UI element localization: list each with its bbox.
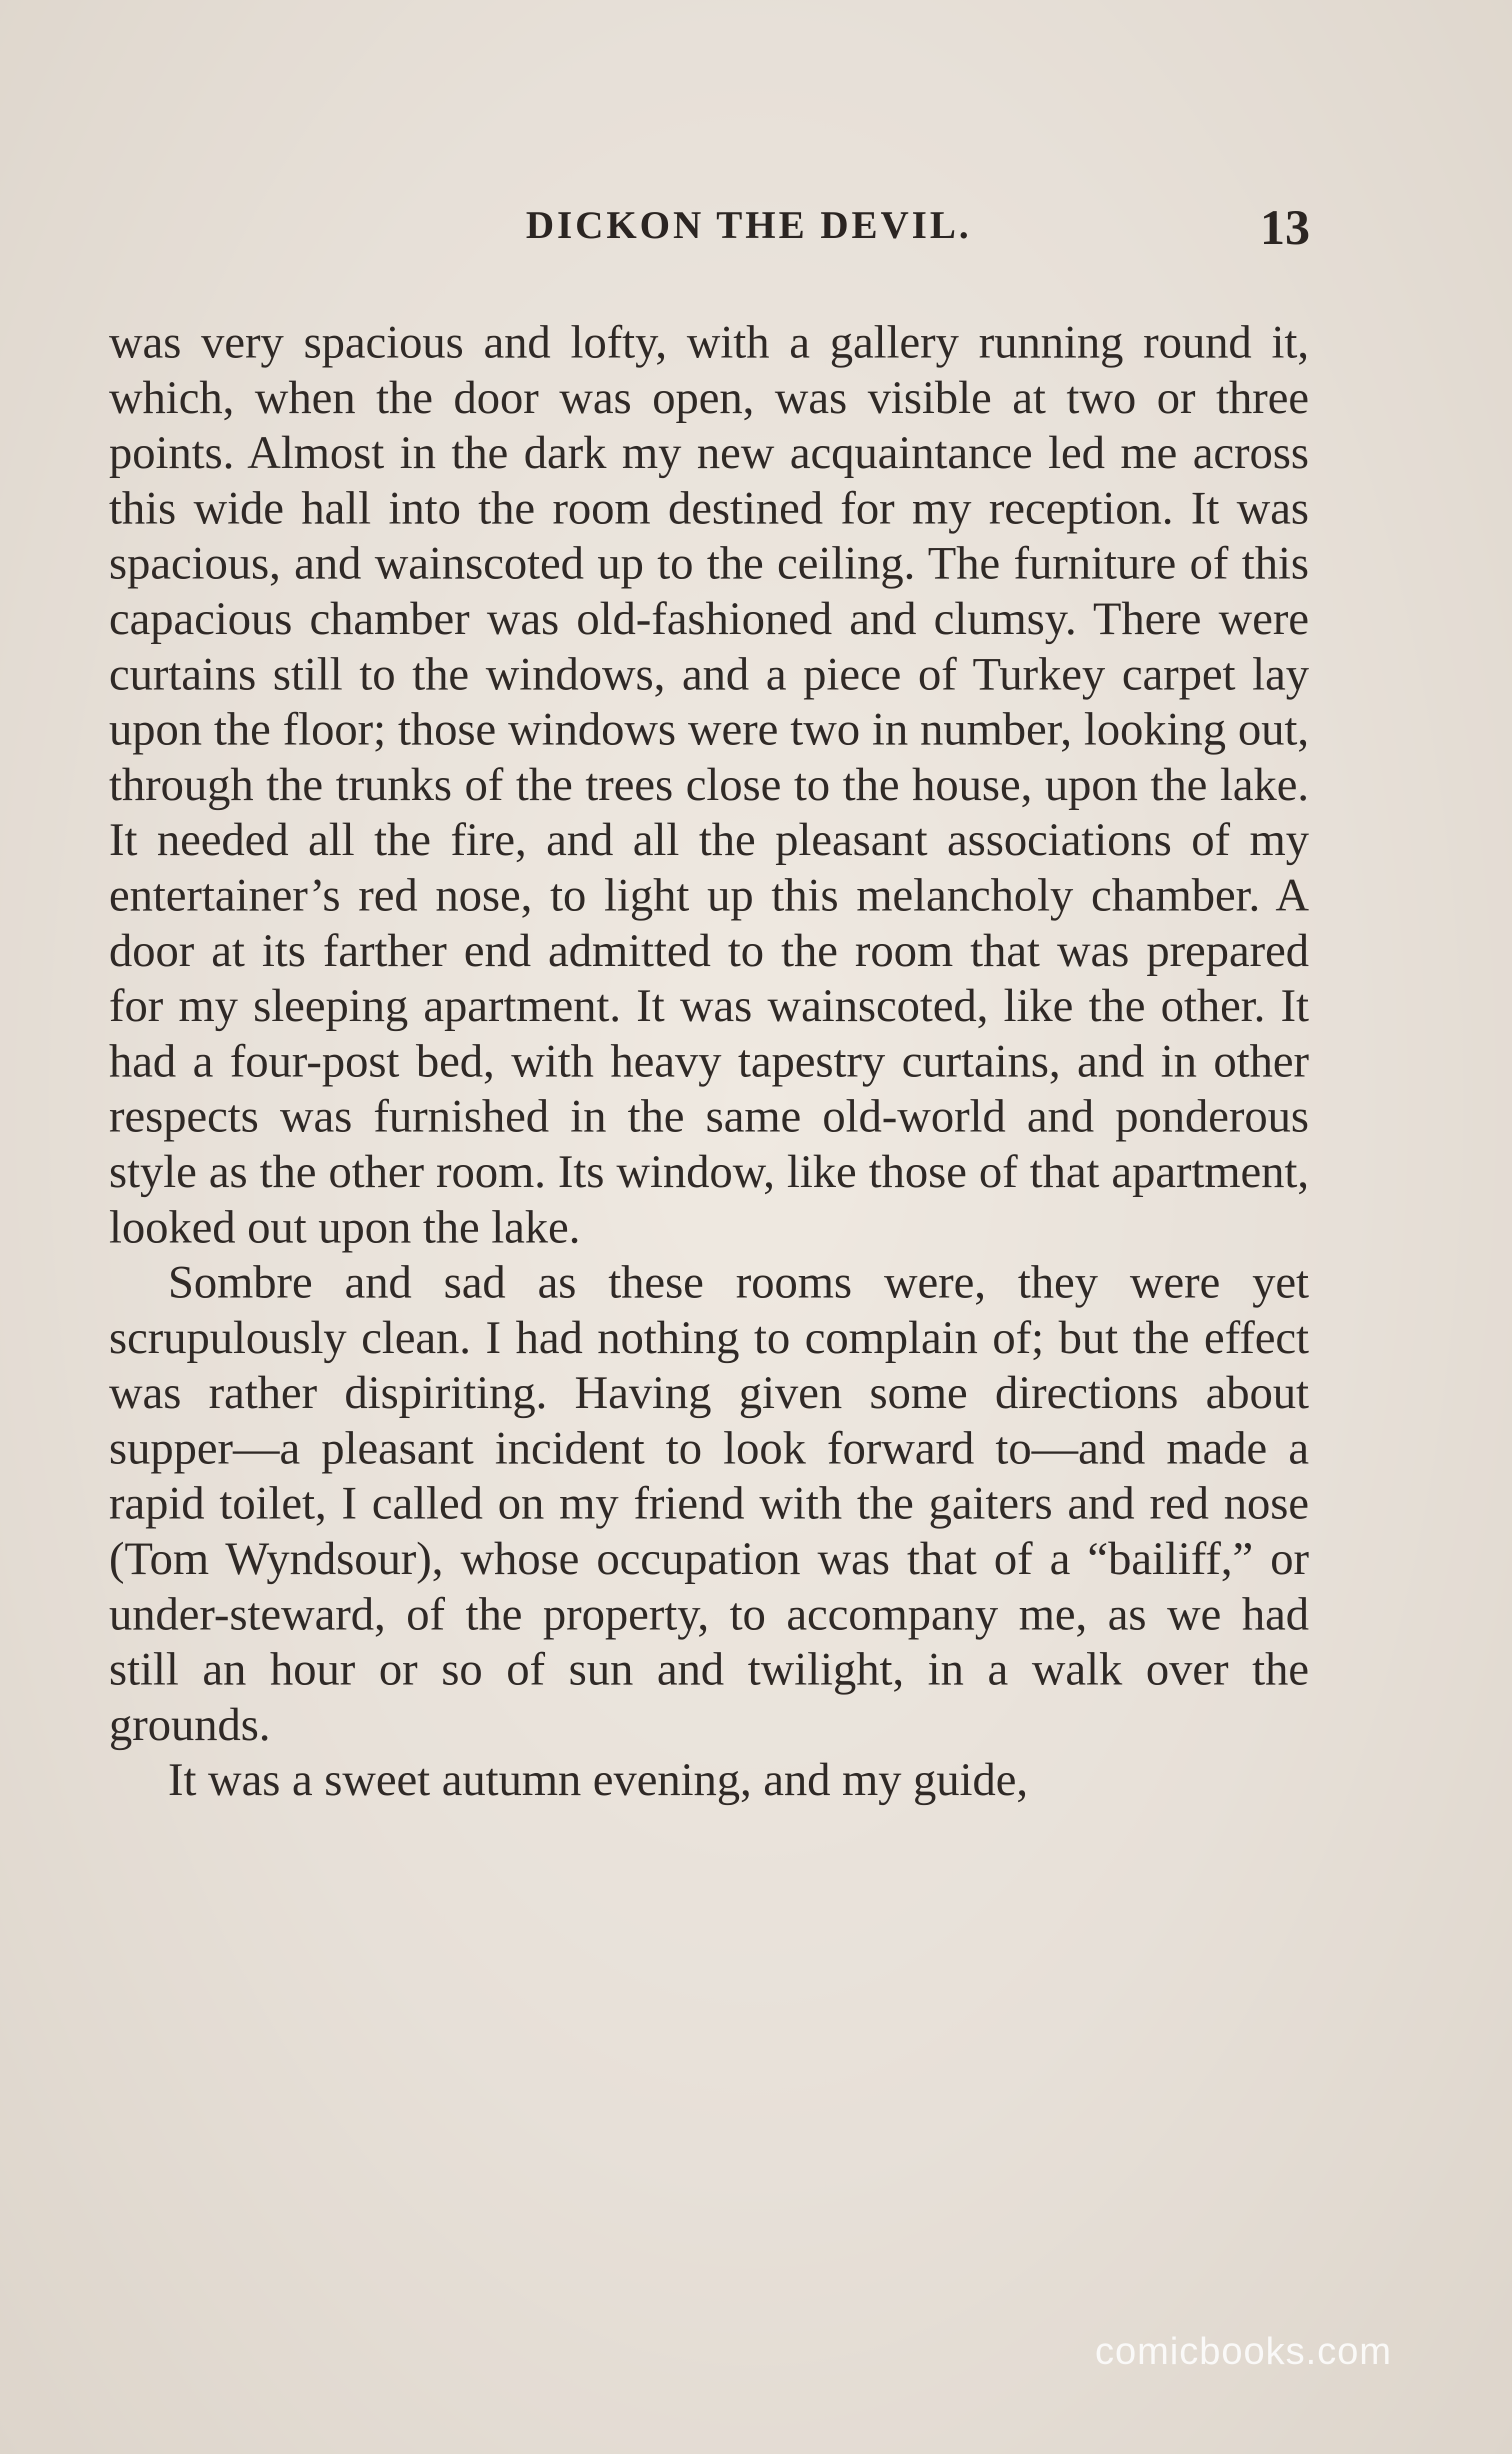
paragraph: Sombre and sad as these rooms were, they were yet scrupulously clean. I had nothing to complain of; but the effect was rather dispiriting. Having given some directions about supper—a pleasant incident to look forward to—and made a rapid toilet, I called on my friend with the gaiters and red nose (Tom Wyndsour), whose occupation was that of a “bailiff,” or under-steward, of the property, to accompany me, as we had still an hour or so of sun and twilight, in a walk over the grounds.: [109, 1256, 1309, 1750]
watermark: comicbooks.com: [1095, 2330, 1392, 2372]
running-title: DICKON THE DEVIL.: [526, 203, 972, 246]
page-header: [108, 202, 1310, 258]
page-number: 13: [1260, 200, 1310, 255]
paragraph: It was a sweet autumn evening, and my guide,: [168, 1754, 1028, 1806]
paragraph: was very spacious and lofty, with a gallery running round it, which, when the door was open, was visible at two or three points. Almost in the dark my new acquaintance led me across this wide hall into the room destined for my reception. It was spacious, and wainscoted up to the ceiling. The furniture of this capacious chamber was old-fashioned and clumsy. There were curtains still to the windows, and a piece of Turkey carpet lay upon the floor; those windows were two in number, looking out, through the trunks of the trees close to the house, upon the lake. It needed all the fire, and all the pleasant associations of my entertainer’s red nose, to light up this melancholy chamber. A door at its farther end admitted to the room that was prepared for my sleeping apartment. It was wainscoted, like the other. It had a four-post bed, with heavy tapestry curtains, and in other respects was furnished in the same old-world and ponderous style as the other room. Its window, like those of that apartment, looked out upon the lake.: [109, 316, 1309, 1253]
body-text: [109, 315, 1309, 1808]
